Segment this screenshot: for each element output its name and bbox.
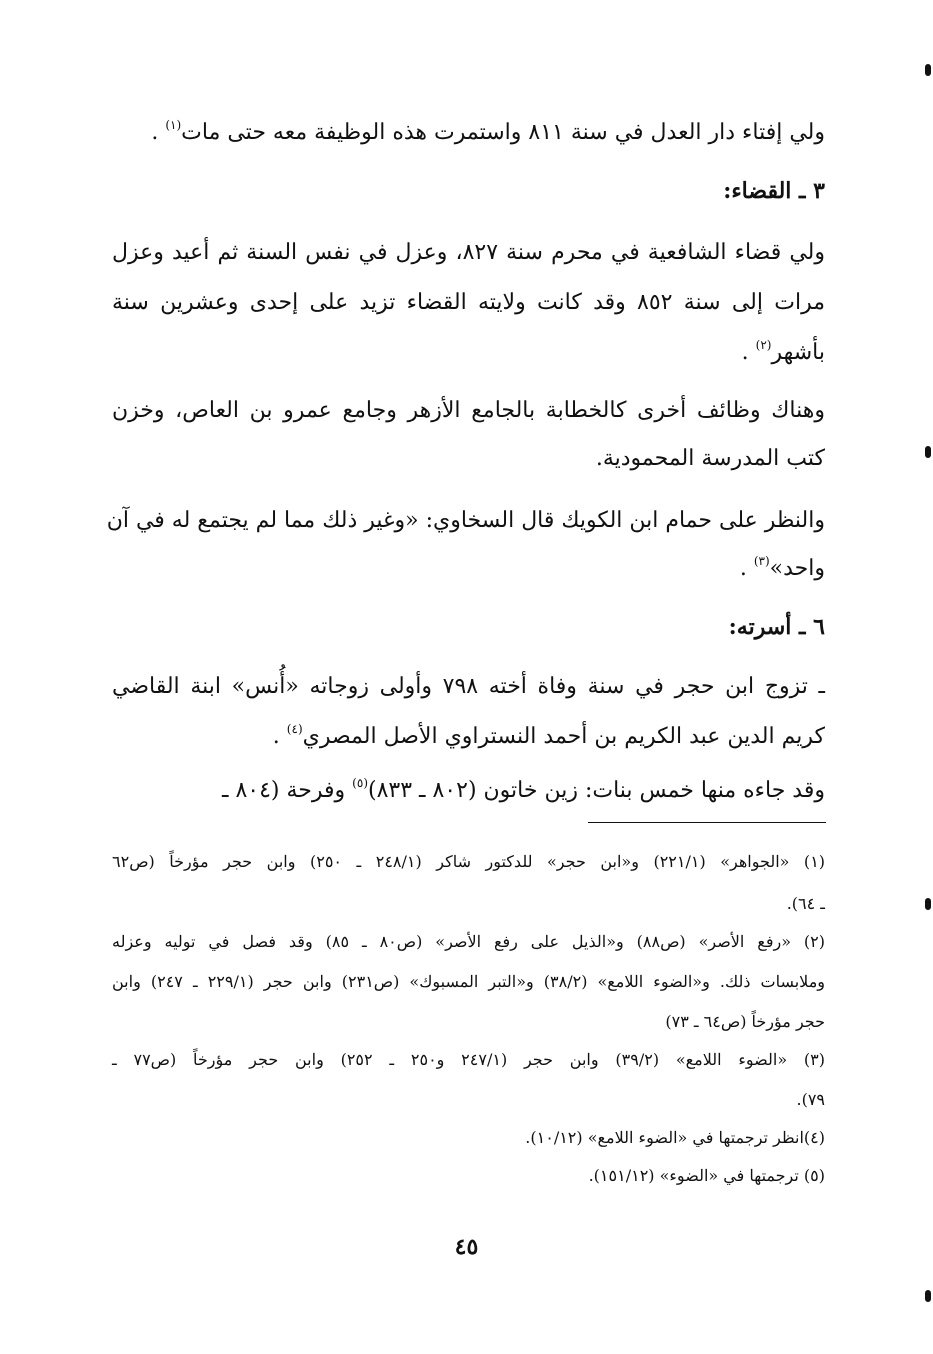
body-line: [222, 776, 825, 806]
body-text: .: [151, 120, 159, 145]
body-line: والنظر على حمام ابن الكويك قال السخاوي: «وغير ذلك مما لم يجتمع له في آن: [106, 508, 825, 533]
scan-mark: [925, 446, 931, 458]
footnote-ref: (٣): [753, 554, 770, 568]
footnote-line: (٢) «رفع الأصر» (ص٨٨) و«الذيل على رفع الأصر» (ص٨٠ ـ ٨٥) وقد فصل في توليه وعزله: [112, 932, 825, 951]
body-line: [151, 118, 825, 148]
body-text: كريم الدين عبد الكريم بن أحمد النستراوي الأصل المصري: [302, 724, 825, 749]
footnote-line: (١) «الجواهر» (٢٢١/١) و«ابن حجر» للدكتور شاكر (٢٤٨/١ ـ ٢٥٠) وابن حجر مؤرخاً (ص٦٢: [112, 852, 826, 871]
section-heading: ٦ ـ أسرته:: [728, 614, 825, 640]
footnote-separator: [588, 822, 826, 823]
body-line: ولي قضاء الشافعية في محرم سنة ٨٢٧، وعزل في نفس السنة ثم أعيد وعزل: [112, 240, 825, 265]
footnote-line: ـ ٦٤).: [786, 894, 825, 913]
footnote-ref: (١): [165, 118, 182, 132]
footnote-line: ٧٩).: [796, 1090, 825, 1109]
footnote-line: (٤)انظر ترجمتها في «الضوء اللامع» (١٠/١٢).: [525, 1128, 825, 1147]
footnote-line: (٣) «الضوء اللامع» (٣٩/٢) وابن حجر (٢٤٧/١ و٢٥٠ ـ ٢٥٢) وابن حجر مؤرخاً (ص٧٧ ـ: [112, 1050, 826, 1069]
footnote-ref: (٥): [352, 776, 368, 790]
section-heading: ٣ ـ القضاء:: [723, 178, 825, 204]
body-line: [273, 722, 825, 752]
body-line: كتب المدرسة المحمودية.: [595, 446, 825, 471]
footnote-ref: (٤): [286, 722, 303, 736]
body-line: مرات إلى سنة ٨٥٢ وقد كانت ولايته القضاء تزيد على إحدى وعشرين سنة: [112, 290, 825, 315]
body-text: ولي إفتاء دار العدل في سنة ٨١١ واستمرت هذه الوظيفة معه حتى مات: [181, 120, 825, 145]
footnote-line: (٥) ترجمتها في «الضوء» (١٥١/١٢).: [588, 1166, 825, 1185]
body-line: ـ تزوج ابن حجر في سنة وفاة أخته ٧٩٨ وأولى زوجاته «أُنس» ابنة القاضي: [112, 674, 825, 699]
body-line: وهناك وظائف أخرى كالخطابة بالجامع الأزهر وجامع عمرو بن العاص، وخزن: [112, 398, 825, 423]
body-text: .: [739, 556, 747, 581]
body-text: واحد»: [769, 556, 825, 581]
footnote-line: وملابسات ذلك. و«الضوء اللامع» (٣٨/٢) و«التبر المسبوك» (ص٢٣١) وابن حجر (٢٢٩/١ ـ ٢٤٧) وابن: [112, 972, 826, 991]
scan-mark: [925, 898, 931, 910]
footnote-line: حجر مؤرخاً (ص٦٤ ـ ٧٣): [665, 1012, 825, 1031]
scan-mark: [925, 1290, 931, 1302]
body-line: [740, 554, 825, 584]
scan-mark: [925, 64, 931, 76]
body-text: .: [741, 340, 749, 365]
body-text: بأشهر: [771, 340, 825, 365]
body-text: وفرحة (٨٠٤ ـ: [222, 778, 353, 803]
page-number: ٤٥: [454, 1234, 479, 1260]
body-text: .: [272, 724, 280, 749]
body-text: وقد جاءه منها خمس بنات: زين خاتون (٨٠٢ ـ ٨٣٣): [368, 778, 825, 803]
body-line: [742, 338, 825, 368]
footnote-ref: (٢): [755, 338, 772, 352]
